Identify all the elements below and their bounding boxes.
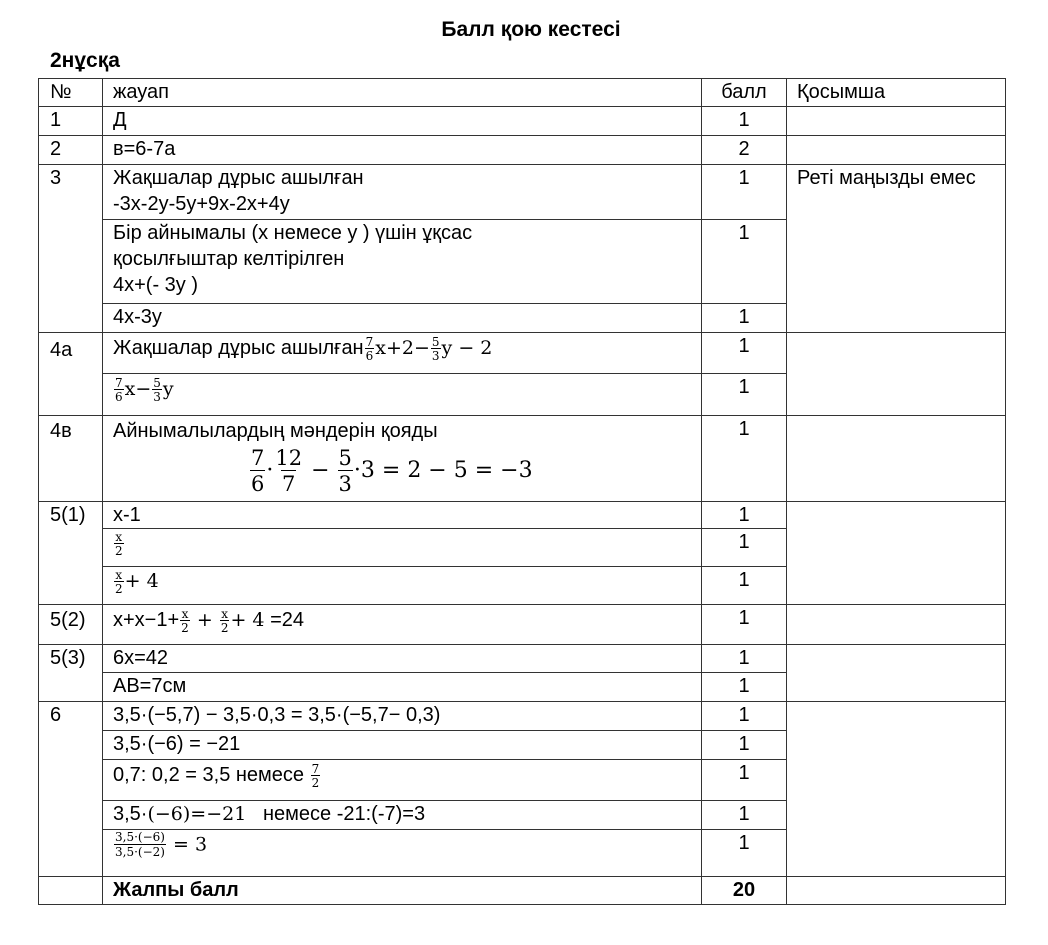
table-row bbox=[39, 605, 1006, 645]
fraction bbox=[250, 446, 265, 496]
math-expr: x+x−1+ bbox=[113, 609, 180, 631]
denominator: 2 bbox=[115, 581, 123, 596]
row-answer: 3,5·(−6) = −21 bbox=[103, 731, 702, 760]
row-answer: AB=7см bbox=[103, 673, 702, 702]
numerator: 7 bbox=[115, 375, 123, 390]
row-number: 4в bbox=[39, 416, 103, 502]
numerator: 7 bbox=[311, 761, 320, 776]
row-points: 1 bbox=[702, 801, 787, 830]
math-expr: = 3 bbox=[166, 833, 208, 856]
numerator: 7 bbox=[251, 446, 265, 470]
row-points: 1 bbox=[702, 220, 787, 304]
variant-label: 2нұсқа bbox=[50, 49, 120, 72]
denominator: 3 bbox=[153, 389, 161, 404]
row-number: 5(3) bbox=[39, 645, 103, 702]
row-number: 5(2) bbox=[39, 605, 103, 645]
answer-text: Айнымалылардың мәндерін қояды bbox=[113, 420, 438, 442]
answer-text: немесе -21:(-7)=3 bbox=[246, 803, 426, 825]
denominator: 3 bbox=[431, 348, 440, 363]
row-note: Реті маңызды емес bbox=[787, 165, 1006, 333]
row-answer bbox=[103, 567, 702, 605]
denominator: 3 bbox=[338, 472, 352, 496]
row-note bbox=[787, 107, 1006, 136]
numerator: 3,5·(−6) bbox=[115, 830, 165, 844]
row-answer bbox=[103, 529, 702, 567]
row-number: 3 bbox=[39, 165, 103, 333]
row-number: 1 bbox=[39, 107, 103, 136]
row-points: 1 bbox=[702, 731, 787, 760]
row-answer: 4x-3y bbox=[103, 304, 702, 333]
row-points: 1 bbox=[702, 165, 787, 220]
header-answer: жауап bbox=[103, 79, 702, 107]
table-row bbox=[39, 702, 1006, 731]
fraction bbox=[114, 831, 166, 859]
row-answer bbox=[103, 830, 702, 877]
row-number: 2 bbox=[39, 136, 103, 165]
denominator: 2 bbox=[181, 620, 189, 635]
row-answer bbox=[103, 165, 702, 220]
fraction bbox=[338, 446, 353, 496]
numerator: 7 bbox=[365, 334, 374, 349]
answer-line: қосылғыштар келтірілген bbox=[113, 248, 345, 270]
row-answer bbox=[103, 801, 702, 830]
row-points: 1 bbox=[702, 830, 787, 877]
header-points: балл bbox=[702, 79, 787, 107]
fraction bbox=[114, 377, 124, 403]
numerator: 12 bbox=[275, 446, 303, 470]
row-note bbox=[787, 605, 1006, 645]
page-title: Балл қою кестесі bbox=[441, 18, 621, 41]
table-row bbox=[39, 645, 1006, 673]
math-expr: x+2− bbox=[375, 337, 430, 359]
row-number bbox=[39, 877, 103, 905]
numerator: x bbox=[181, 606, 189, 621]
row-points: 1 bbox=[702, 702, 787, 731]
math-expr: ·3 = 2 − 5 = −3 bbox=[353, 458, 533, 483]
fraction bbox=[180, 608, 190, 634]
fraction bbox=[365, 336, 375, 362]
row-answer: 6x=42 bbox=[103, 645, 702, 673]
math-expr: + 4 bbox=[124, 570, 159, 592]
total-points: 20 bbox=[702, 877, 787, 905]
answer-line: Жақшалар дұрыс ашылған bbox=[113, 167, 364, 189]
row-points: 1 bbox=[702, 107, 787, 136]
table-row bbox=[39, 136, 1006, 165]
denominator: 3,5·(−2) bbox=[115, 845, 165, 859]
row-points: 1 bbox=[702, 333, 787, 374]
fraction bbox=[431, 336, 441, 362]
row-answer bbox=[103, 760, 702, 801]
numerator: 5 bbox=[338, 446, 352, 470]
row-points: 1 bbox=[702, 304, 787, 333]
row-points: 1 bbox=[702, 502, 787, 529]
numerator: 5 bbox=[431, 334, 440, 349]
numerator: x bbox=[221, 606, 229, 621]
denominator: 2 bbox=[115, 543, 123, 558]
row-points: 2 bbox=[702, 136, 787, 165]
row-note bbox=[787, 502, 1006, 605]
row-number: 4а bbox=[39, 333, 103, 416]
answer-line: Бір айнымалы (x немесе y ) үшін ұқсас bbox=[113, 222, 473, 244]
answer-text: 0,7: 0,2 = 3,5 немесе bbox=[113, 764, 310, 786]
table-row bbox=[39, 107, 1006, 136]
answer-line: -3x-2y-5y+9x-2x+4y bbox=[113, 193, 290, 215]
header-note: Қосымша bbox=[787, 79, 1006, 107]
row-note bbox=[787, 136, 1006, 165]
formula bbox=[113, 446, 701, 496]
row-note bbox=[787, 645, 1006, 702]
row-note bbox=[787, 877, 1006, 905]
fraction bbox=[114, 531, 124, 557]
row-answer: x-1 bbox=[103, 502, 702, 529]
math-expr: y − 2 bbox=[441, 337, 493, 359]
table-row bbox=[39, 165, 1006, 220]
total-row bbox=[39, 877, 1006, 905]
row-number: 5(1) bbox=[39, 502, 103, 605]
row-answer bbox=[103, 605, 702, 645]
row-answer bbox=[103, 374, 702, 416]
row-points: 1 bbox=[702, 567, 787, 605]
denominator: 2 bbox=[311, 775, 320, 790]
row-points: 1 bbox=[702, 374, 787, 416]
fraction bbox=[274, 446, 303, 496]
row-answer bbox=[103, 333, 702, 374]
row-note bbox=[787, 416, 1006, 502]
math-expr: · bbox=[266, 458, 274, 483]
table-row bbox=[39, 416, 1006, 502]
fraction bbox=[311, 763, 321, 789]
denominator: 7 bbox=[282, 472, 296, 496]
fraction bbox=[152, 377, 162, 403]
header-number: № bbox=[39, 79, 103, 107]
denominator: 2 bbox=[220, 620, 229, 635]
math-expr: − bbox=[304, 458, 337, 483]
table-header-row bbox=[39, 79, 1006, 107]
math-expr: x− bbox=[124, 378, 152, 400]
row-points: 1 bbox=[702, 605, 787, 645]
row-answer bbox=[103, 416, 702, 502]
numerator: 5 bbox=[153, 375, 161, 390]
row-points: 1 bbox=[702, 760, 787, 801]
numerator: x bbox=[115, 529, 123, 544]
answer-text: Жақшалар дұрыс ашылған bbox=[113, 337, 364, 359]
answer-line: 4x+(- 3y ) bbox=[113, 274, 199, 296]
row-points: 1 bbox=[702, 673, 787, 702]
math-expr: 3,5· bbox=[113, 803, 148, 825]
row-points: 1 bbox=[702, 645, 787, 673]
row-answer bbox=[103, 220, 702, 304]
math-expr: + 4 bbox=[230, 609, 265, 631]
row-number: 6 bbox=[39, 702, 103, 877]
scoring-table bbox=[38, 78, 1006, 905]
table-row bbox=[39, 502, 1006, 529]
row-points: 1 bbox=[702, 529, 787, 567]
denominator: 6 bbox=[251, 472, 265, 496]
table-row bbox=[39, 333, 1006, 374]
math-expr: (−6)=−21 bbox=[147, 803, 247, 825]
row-note bbox=[787, 702, 1006, 877]
total-label: Жалпы балл bbox=[103, 877, 702, 905]
fraction bbox=[220, 608, 230, 634]
math-expr: y bbox=[162, 378, 174, 400]
math-expr: + bbox=[190, 609, 219, 631]
numerator: x bbox=[115, 567, 123, 582]
row-answer: 3,5·(−5,7) − 3,5·0,3 = 3,5·(−5,7− 0,3) bbox=[103, 702, 702, 731]
row-points: 1 bbox=[702, 416, 787, 502]
row-note bbox=[787, 333, 1006, 416]
fraction bbox=[114, 569, 124, 595]
row-answer: в=6-7а bbox=[103, 136, 702, 165]
math-expr: =24 bbox=[264, 609, 304, 631]
row-answer: Д bbox=[103, 107, 702, 136]
denominator: 6 bbox=[365, 348, 374, 363]
denominator: 6 bbox=[115, 389, 123, 404]
